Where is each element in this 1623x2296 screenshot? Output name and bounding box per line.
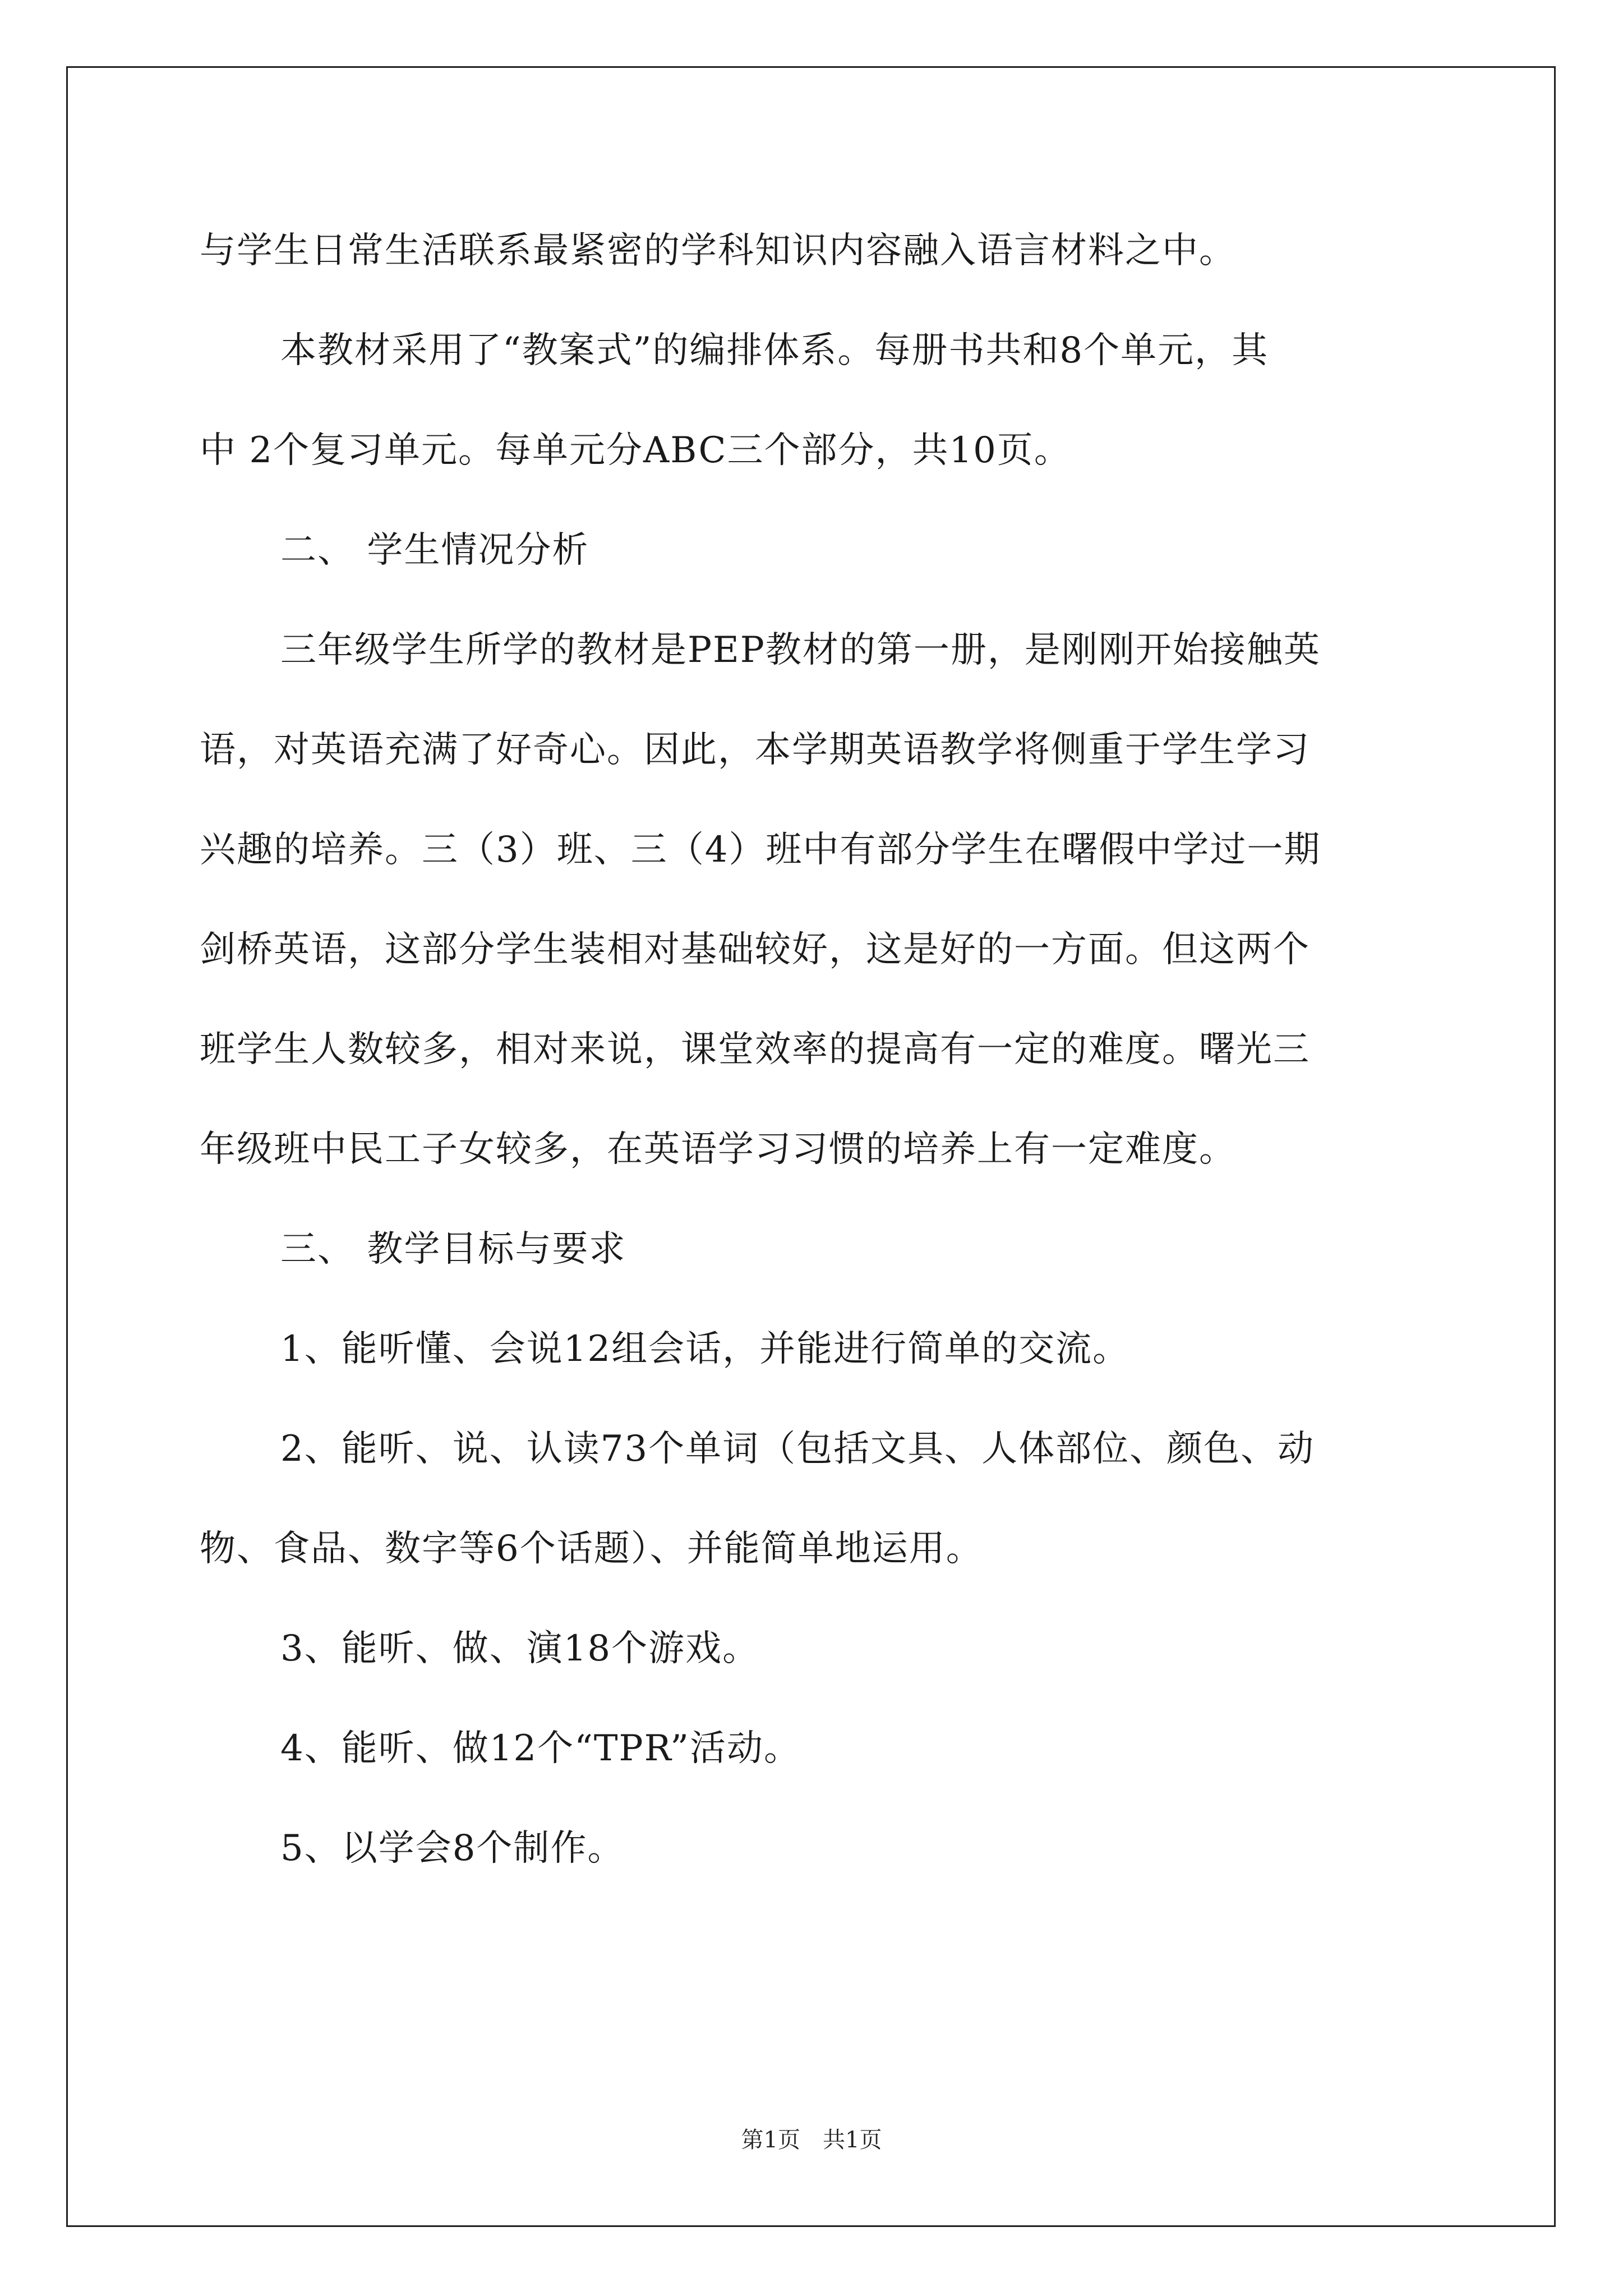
list-item: 1、能听懂、会说12组会话，并能进行简单的交流。 xyxy=(280,1328,1130,1370)
list-item: 3、能听、做、演18个游戏。 xyxy=(280,1628,760,1669)
text-line: 班学生人数较多，相对来说，课堂效率的提高有一定的难度。曙光三 xyxy=(200,1029,1310,1070)
text-line: 物、食品、数字等6个话题）、并能简单地运用。 xyxy=(200,1528,983,1570)
text-line: 三年级学生所学的教材是PEP教材的第一册，是刚刚开始接触英 xyxy=(280,629,1321,671)
list-item: 2、能听、说、认读73个单词（包括文具、人体部位、颜色、动 xyxy=(280,1428,1315,1470)
text-line: 剑桥英语，这部分学生装相对基础较好，这是好的一方面。但这两个 xyxy=(200,929,1310,970)
page-number-footer: 第1页 共1页 xyxy=(741,2127,882,2153)
text-line: 本教材采用了“教案式”的编排体系。每册书共和8个单元，其 xyxy=(280,330,1269,371)
text-line: 与学生日常生活联系最紧密的学科知识内容融入语言材料之中。 xyxy=(200,230,1236,272)
section-heading: 二、 学生情况分析 xyxy=(280,530,589,571)
text-line: 中 2个复习单元。每单元分ABC三个部分，共10页。 xyxy=(200,430,1071,471)
list-item: 4、能听、做12个“TPR”活动。 xyxy=(280,1728,801,1769)
text-line: 兴趣的培养。三（3）班、三（4）班中有部分学生在曙假中学过一期 xyxy=(200,829,1321,871)
list-item: 5、以学会8个制作。 xyxy=(280,1828,625,1869)
section-heading: 三、 教学目标与要求 xyxy=(280,1228,626,1270)
text-line: 语，对英语充满了好奇心。因此，本学期英语教学将侧重于学生学习 xyxy=(200,729,1310,771)
text-line: 年级班中民工子女较多，在英语学习习惯的培养上有一定难度。 xyxy=(200,1129,1236,1170)
